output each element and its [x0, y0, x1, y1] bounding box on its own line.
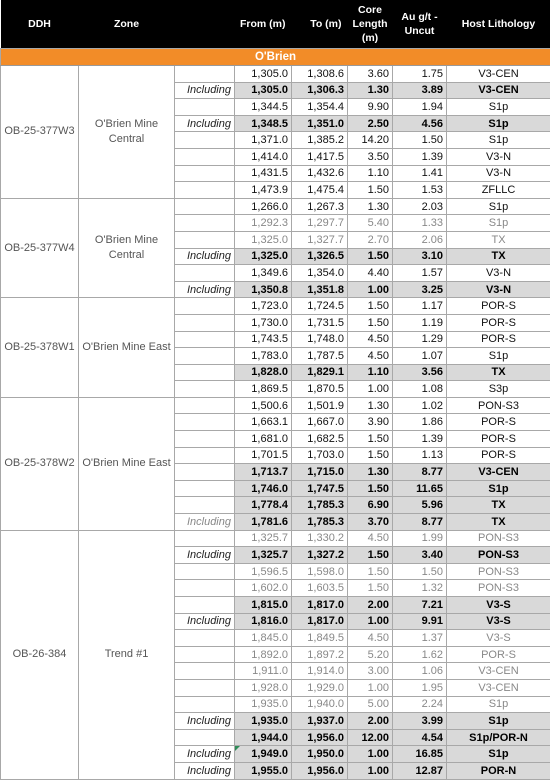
core-length-cell: 1.50	[348, 480, 393, 497]
core-length-cell: 1.50	[348, 580, 393, 597]
to-cell: 1,327.2	[292, 547, 348, 564]
to-cell: 1,475.4	[292, 182, 348, 199]
au-grade-cell: 1.39	[393, 431, 447, 448]
to-cell: 1,432.6	[292, 165, 348, 182]
including-cell: Including	[175, 547, 235, 564]
au-grade-cell: 8.77	[393, 464, 447, 481]
host-lithology-cell: ZFLLC	[447, 182, 550, 199]
au-grade-cell: 1.39	[393, 148, 447, 165]
host-lithology-cell: TX	[447, 514, 550, 531]
host-lithology-cell: POR-S	[447, 414, 550, 431]
host-lithology-cell: S1p	[447, 713, 550, 730]
including-cell	[175, 464, 235, 481]
from-cell: 1,845.0	[235, 630, 292, 647]
including-cell	[175, 165, 235, 182]
including-cell	[175, 397, 235, 414]
core-length-cell: 2.50	[348, 115, 393, 132]
to-cell: 1,297.7	[292, 215, 348, 232]
au-grade-cell: 1.37	[393, 630, 447, 647]
core-length-cell: 1.50	[348, 547, 393, 564]
host-lithology-cell: PON-S3	[447, 547, 550, 564]
host-lithology-cell: V3-N	[447, 165, 550, 182]
from-cell: 1,911.0	[235, 663, 292, 680]
from-cell: 1,325.7	[235, 547, 292, 564]
including-cell: Including	[175, 281, 235, 298]
including-cell	[175, 679, 235, 696]
to-cell: 1,937.0	[292, 713, 348, 730]
header-from: From (m)	[235, 0, 292, 49]
ddh-cell: OB-25-377W4	[1, 198, 79, 298]
from-cell: 1,500.6	[235, 397, 292, 414]
host-lithology-cell: V3-S	[447, 630, 550, 647]
to-cell: 1,950.0	[292, 746, 348, 763]
ddh-cell: OB-25-377W3	[1, 66, 79, 199]
host-lithology-cell: V3-S	[447, 597, 550, 614]
to-cell: 1,785.3	[292, 514, 348, 531]
from-cell: 1,344.5	[235, 99, 292, 116]
to-cell: 1,351.0	[292, 115, 348, 132]
to-cell: 1,715.0	[292, 464, 348, 481]
to-cell: 1,267.3	[292, 198, 348, 215]
from-cell: 1,663.1	[235, 414, 292, 431]
core-length-cell: 1.00	[348, 746, 393, 763]
au-grade-cell: 5.96	[393, 497, 447, 514]
au-grade-cell: 1.07	[393, 348, 447, 365]
from-cell: 1,473.9	[235, 182, 292, 199]
core-length-cell: 1.50	[348, 447, 393, 464]
au-grade-cell: 1.57	[393, 265, 447, 282]
from-cell: 1,781.6	[235, 514, 292, 531]
header-blank	[175, 0, 235, 49]
zone-cell: O'Brien Mine Central	[79, 198, 175, 298]
including-cell	[175, 480, 235, 497]
host-lithology-cell: S1p	[447, 99, 550, 116]
including-cell	[175, 265, 235, 282]
core-length-cell: 4.50	[348, 630, 393, 647]
header-core-length: Core Length (m)	[348, 0, 393, 49]
to-cell: 1,929.0	[292, 679, 348, 696]
au-grade-cell: 1.53	[393, 182, 447, 199]
table-row	[1, 66, 550, 83]
header-host-lithology: Host Lithology	[447, 0, 550, 49]
host-lithology-cell: POR-S	[447, 314, 550, 331]
from-cell: 1,815.0	[235, 597, 292, 614]
including-cell	[175, 298, 235, 315]
host-lithology-cell: V3-S	[447, 613, 550, 630]
including-cell	[175, 66, 235, 83]
core-length-cell: 1.50	[348, 563, 393, 580]
core-length-cell: 6.90	[348, 497, 393, 514]
to-cell: 1,817.0	[292, 597, 348, 614]
host-lithology-cell: V3-CEN	[447, 66, 550, 83]
core-length-cell: 1.50	[348, 298, 393, 315]
au-grade-cell: 1.41	[393, 165, 447, 182]
including-cell: Including	[175, 613, 235, 630]
core-length-cell: 5.00	[348, 696, 393, 713]
host-lithology-cell: POR-S	[447, 431, 550, 448]
core-length-cell: 1.00	[348, 613, 393, 630]
host-lithology-cell: S1p/POR-N	[447, 729, 550, 746]
au-grade-cell: 1.95	[393, 679, 447, 696]
table-row	[1, 298, 550, 315]
au-grade-cell: 3.10	[393, 248, 447, 265]
host-lithology-cell: POR-S	[447, 298, 550, 315]
including-cell	[175, 182, 235, 199]
from-cell: 1,944.0	[235, 729, 292, 746]
including-cell	[175, 646, 235, 663]
table-row	[1, 530, 550, 547]
including-cell: Including	[175, 746, 235, 763]
host-lithology-cell: S1p	[447, 480, 550, 497]
host-lithology-cell: V3-CEN	[447, 679, 550, 696]
au-grade-cell: 4.54	[393, 729, 447, 746]
including-cell	[175, 364, 235, 381]
au-grade-cell: 12.87	[393, 762, 447, 779]
host-lithology-cell: POR-S	[447, 331, 550, 348]
from-cell: 1,266.0	[235, 198, 292, 215]
host-lithology-cell: S1p	[447, 115, 550, 132]
from-cell: 1,713.7	[235, 464, 292, 481]
core-length-cell: 2.00	[348, 713, 393, 730]
core-length-cell: 2.00	[348, 597, 393, 614]
host-lithology-cell: PON-S3	[447, 530, 550, 547]
including-cell	[175, 215, 235, 232]
including-cell	[175, 597, 235, 614]
host-lithology-cell: TX	[447, 497, 550, 514]
ddh-cell: OB-25-378W2	[1, 397, 79, 530]
from-cell: 1,602.0	[235, 580, 292, 597]
host-lithology-cell: TX	[447, 248, 550, 265]
core-length-cell: 1.00	[348, 281, 393, 298]
au-grade-cell: 1.02	[393, 397, 447, 414]
core-length-cell: 1.50	[348, 431, 393, 448]
core-length-cell: 3.70	[348, 514, 393, 531]
au-grade-cell: 3.25	[393, 281, 447, 298]
au-grade-cell: 1.62	[393, 646, 447, 663]
core-length-cell: 14.20	[348, 132, 393, 149]
including-cell	[175, 563, 235, 580]
host-lithology-cell: POR-S	[447, 646, 550, 663]
including-cell	[175, 729, 235, 746]
au-grade-cell: 4.56	[393, 115, 447, 132]
from-cell: 1,349.6	[235, 265, 292, 282]
to-cell: 1,956.0	[292, 762, 348, 779]
from-cell: 1,743.5	[235, 331, 292, 348]
from-cell: 1,305.0	[235, 66, 292, 83]
from-cell: 1,892.0	[235, 646, 292, 663]
core-length-cell: 9.90	[348, 99, 393, 116]
to-cell: 1,914.0	[292, 663, 348, 680]
including-cell	[175, 630, 235, 647]
zone-cell: O'Brien Mine East	[79, 397, 175, 530]
core-length-cell: 1.30	[348, 397, 393, 414]
from-cell: 1,325.0	[235, 231, 292, 248]
from-cell: 1,681.0	[235, 431, 292, 448]
au-grade-cell: 1.06	[393, 663, 447, 680]
including-cell	[175, 447, 235, 464]
host-lithology-cell: V3-N	[447, 265, 550, 282]
core-length-cell: 4.50	[348, 331, 393, 348]
from-cell: 1,816.0	[235, 613, 292, 630]
to-cell: 1,829.1	[292, 364, 348, 381]
au-grade-cell: 11.65	[393, 480, 447, 497]
zone-cell: Trend #1	[79, 530, 175, 779]
from-cell: 1,935.0	[235, 713, 292, 730]
au-grade-cell: 3.89	[393, 82, 447, 99]
to-cell: 1,330.2	[292, 530, 348, 547]
au-grade-cell: 2.06	[393, 231, 447, 248]
to-cell: 1,603.5	[292, 580, 348, 597]
including-cell: Including	[175, 248, 235, 265]
header-zone: Zone	[79, 0, 175, 49]
au-grade-cell: 8.77	[393, 514, 447, 531]
from-cell: 1,305.0	[235, 82, 292, 99]
to-cell: 1,598.0	[292, 563, 348, 580]
au-grade-cell: 1.13	[393, 447, 447, 464]
to-cell: 1,682.5	[292, 431, 348, 448]
to-cell: 1,748.0	[292, 331, 348, 348]
to-cell: 1,351.8	[292, 281, 348, 298]
from-cell: 1,325.7	[235, 530, 292, 547]
including-cell: Including	[175, 762, 235, 779]
core-length-cell: 4.50	[348, 530, 393, 547]
host-lithology-cell: PON-S3	[447, 580, 550, 597]
au-grade-cell: 1.94	[393, 99, 447, 116]
core-length-cell: 1.10	[348, 364, 393, 381]
to-cell: 1,785.3	[292, 497, 348, 514]
from-cell: 1,723.0	[235, 298, 292, 315]
to-cell: 1,417.5	[292, 148, 348, 165]
including-cell	[175, 414, 235, 431]
au-grade-cell: 3.40	[393, 547, 447, 564]
au-grade-cell: 9.91	[393, 613, 447, 630]
host-lithology-cell: S1p	[447, 348, 550, 365]
from-cell: 1,350.8	[235, 281, 292, 298]
core-length-cell: 1.30	[348, 464, 393, 481]
core-length-cell: 1.00	[348, 679, 393, 696]
from-cell: 1,928.0	[235, 679, 292, 696]
host-lithology-cell: S1p	[447, 696, 550, 713]
core-length-cell: 12.00	[348, 729, 393, 746]
au-grade-cell: 1.08	[393, 381, 447, 398]
including-cell: Including	[175, 115, 235, 132]
from-cell: 1,949.0	[235, 746, 292, 763]
to-cell: 1,326.5	[292, 248, 348, 265]
au-grade-cell: 1.50	[393, 132, 447, 149]
from-cell: 1,414.0	[235, 148, 292, 165]
au-grade-cell: 2.03	[393, 198, 447, 215]
au-grade-cell: 1.29	[393, 331, 447, 348]
core-length-cell: 2.70	[348, 231, 393, 248]
from-cell: 1,325.0	[235, 248, 292, 265]
host-lithology-cell: V3-N	[447, 148, 550, 165]
au-grade-cell: 1.86	[393, 414, 447, 431]
table-row	[1, 397, 550, 414]
core-length-cell: 1.00	[348, 762, 393, 779]
host-lithology-cell: TX	[447, 364, 550, 381]
core-length-cell: 3.90	[348, 414, 393, 431]
core-length-cell: 1.30	[348, 198, 393, 215]
including-cell	[175, 348, 235, 365]
ddh-cell: OB-25-378W1	[1, 298, 79, 398]
host-lithology-cell: PON-S3	[447, 397, 550, 414]
core-length-cell: 1.30	[348, 82, 393, 99]
host-lithology-cell: S1p	[447, 215, 550, 232]
au-grade-cell: 1.99	[393, 530, 447, 547]
to-cell: 1,501.9	[292, 397, 348, 414]
core-length-cell: 3.60	[348, 66, 393, 83]
au-grade-cell: 16.85	[393, 746, 447, 763]
from-cell: 1,746.0	[235, 480, 292, 497]
to-cell: 1,385.2	[292, 132, 348, 149]
core-length-cell: 1.50	[348, 248, 393, 265]
host-lithology-cell: V3-N	[447, 281, 550, 298]
au-grade-cell: 3.99	[393, 713, 447, 730]
to-cell: 1,354.0	[292, 265, 348, 282]
core-length-cell: 4.40	[348, 265, 393, 282]
to-cell: 1,327.7	[292, 231, 348, 248]
from-cell: 1,596.5	[235, 563, 292, 580]
including-cell	[175, 331, 235, 348]
au-grade-cell: 2.24	[393, 696, 447, 713]
to-cell: 1,787.5	[292, 348, 348, 365]
from-cell: 1,935.0	[235, 696, 292, 713]
host-lithology-cell: POR-S	[447, 447, 550, 464]
au-grade-cell: 1.19	[393, 314, 447, 331]
to-cell: 1,724.5	[292, 298, 348, 315]
core-length-cell: 1.10	[348, 165, 393, 182]
host-lithology-cell: S1p	[447, 132, 550, 149]
au-grade-cell: 1.17	[393, 298, 447, 315]
host-lithology-cell: S1p	[447, 198, 550, 215]
au-grade-cell: 1.75	[393, 66, 447, 83]
host-lithology-cell: V3-CEN	[447, 464, 550, 481]
to-cell: 1,817.0	[292, 613, 348, 630]
table-row	[1, 198, 550, 215]
to-cell: 1,897.2	[292, 646, 348, 663]
to-cell: 1,306.3	[292, 82, 348, 99]
including-cell: Including	[175, 713, 235, 730]
from-cell: 1,292.3	[235, 215, 292, 232]
including-cell	[175, 696, 235, 713]
section-title: O'Brien	[1, 49, 550, 66]
to-cell: 1,731.5	[292, 314, 348, 331]
to-cell: 1,354.4	[292, 99, 348, 116]
header-au-grade: Au g/t - Uncut	[393, 0, 447, 49]
including-cell	[175, 497, 235, 514]
to-cell: 1,849.5	[292, 630, 348, 647]
including-cell	[175, 663, 235, 680]
au-grade-cell: 1.32	[393, 580, 447, 597]
header-row	[1, 0, 550, 49]
to-cell: 1,870.5	[292, 381, 348, 398]
host-lithology-cell: PON-S3	[447, 563, 550, 580]
core-length-cell: 4.50	[348, 348, 393, 365]
from-cell: 1,783.0	[235, 348, 292, 365]
including-cell	[175, 580, 235, 597]
including-cell	[175, 198, 235, 215]
to-cell: 1,747.5	[292, 480, 348, 497]
including-cell	[175, 381, 235, 398]
core-length-cell: 1.50	[348, 314, 393, 331]
zone-cell: O'Brien Mine Central	[79, 66, 175, 199]
including-cell	[175, 431, 235, 448]
to-cell: 1,703.0	[292, 447, 348, 464]
from-cell: 1,869.5	[235, 381, 292, 398]
to-cell: 1,667.0	[292, 414, 348, 431]
including-cell	[175, 314, 235, 331]
from-cell: 1,348.5	[235, 115, 292, 132]
core-length-cell: 5.40	[348, 215, 393, 232]
ddh-cell: OB-26-384	[1, 530, 79, 779]
from-cell: 1,955.0	[235, 762, 292, 779]
host-lithology-cell: V3-CEN	[447, 82, 550, 99]
core-length-cell: 5.20	[348, 646, 393, 663]
to-cell: 1,308.6	[292, 66, 348, 83]
au-grade-cell: 1.50	[393, 563, 447, 580]
au-grade-cell: 7.21	[393, 597, 447, 614]
zone-cell: O'Brien Mine East	[79, 298, 175, 398]
host-lithology-cell: POR-N	[447, 762, 550, 779]
to-cell: 1,940.0	[292, 696, 348, 713]
core-length-cell: 1.50	[348, 182, 393, 199]
including-cell: Including	[175, 82, 235, 99]
core-length-cell: 3.50	[348, 148, 393, 165]
core-length-cell: 3.00	[348, 663, 393, 680]
au-grade-cell: 1.33	[393, 215, 447, 232]
to-cell: 1,956.0	[292, 729, 348, 746]
from-cell: 1,730.0	[235, 314, 292, 331]
host-lithology-cell: S1p	[447, 746, 550, 763]
from-cell: 1,778.4	[235, 497, 292, 514]
including-cell	[175, 99, 235, 116]
host-lithology-cell: TX	[447, 231, 550, 248]
section-row	[1, 49, 550, 66]
from-cell: 1,431.5	[235, 165, 292, 182]
including-cell	[175, 132, 235, 149]
core-length-cell: 1.00	[348, 381, 393, 398]
host-lithology-cell: S3p	[447, 381, 550, 398]
including-cell	[175, 231, 235, 248]
header-ddh: DDH	[1, 0, 79, 49]
au-grade-cell: 3.56	[393, 364, 447, 381]
from-cell: 1,371.0	[235, 132, 292, 149]
including-cell	[175, 530, 235, 547]
header-to: To (m)	[292, 0, 348, 49]
from-cell: 1,828.0	[235, 364, 292, 381]
including-cell	[175, 148, 235, 165]
including-cell: Including	[175, 514, 235, 531]
host-lithology-cell: V3-CEN	[447, 663, 550, 680]
from-cell: 1,701.5	[235, 447, 292, 464]
